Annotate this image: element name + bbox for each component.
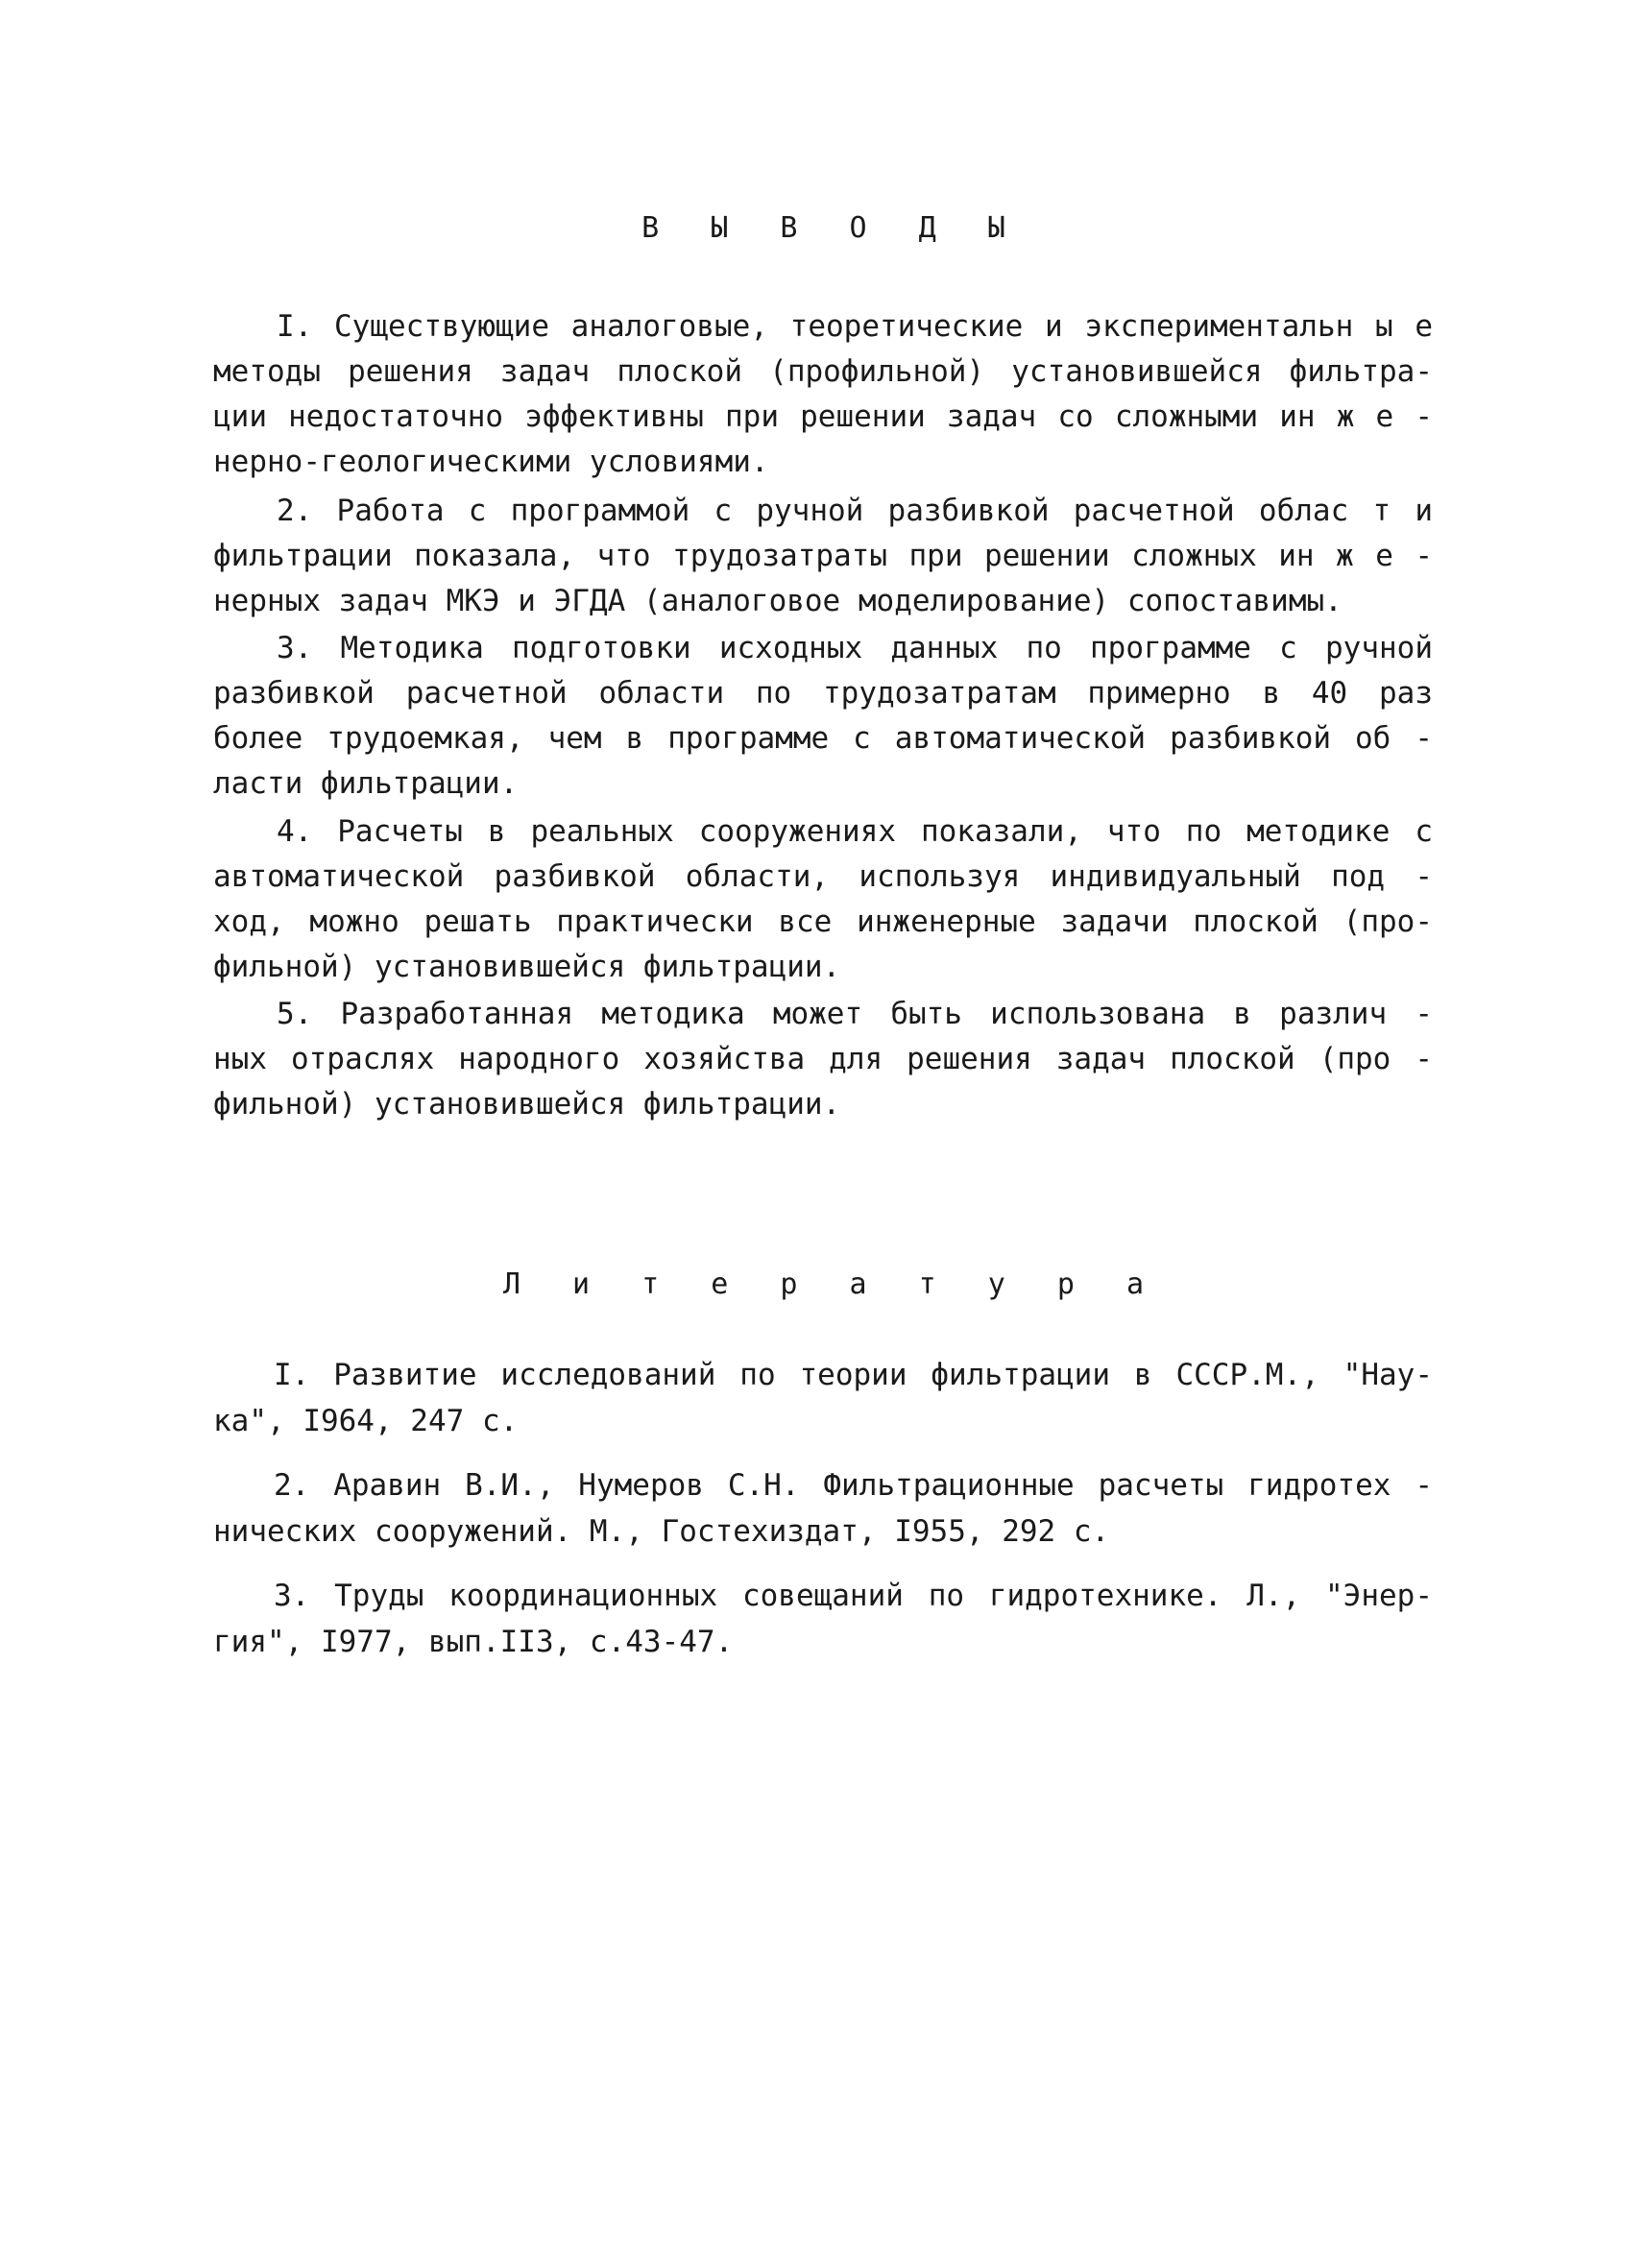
conclusion-1-line-3: ции недостаточно эффективны при решении задач со сложными ин ж е -: [213, 399, 1433, 434]
reference-1-line-2: ка", I964, 247 с.: [213, 1404, 519, 1438]
conclusion-2-line-3: нерных задач МКЭ и ЭГДА (аналоговое моделирование) сопоставимы.: [213, 584, 1343, 618]
conclusion-3-line-1: 3. Методика подготовки исходных данных по программе с ручной: [277, 631, 1433, 665]
conclusion-4-line-1: 4. Расчеты в реальных сооружениях показали, что по методике с: [277, 814, 1433, 849]
conclusion-3-line-3: более трудоемкая, чем в программе с автоматической разбивкой об -: [213, 721, 1433, 756]
reference-3-line-1: 3. Труды координационных совещаний по гидротехнике. Л., "Энер-: [274, 1579, 1433, 1613]
conclusion-1-line-1: I. Существующие аналоговые, теоретические и экспериментальн ы е: [277, 309, 1433, 344]
conclusion-2-line-2: фильтрации показала, что трудозатраты при решении сложных ин ж е -: [213, 539, 1433, 573]
conclusion-1-line-4: нерно-геологическими условиями.: [213, 445, 769, 479]
reference-3-line-2: гия", I977, вып.II3, с.43-47.: [213, 1625, 734, 1659]
conclusion-4-line-2: автоматической разбивкой области, используя индивидуальный под -: [213, 859, 1433, 894]
reference-2-line-2: нических сооружений. М., Гостехиздат, I955, 292 с.: [213, 1514, 1110, 1549]
conclusion-5-line-3: фильной) установившейся фильтрации.: [213, 1087, 841, 1122]
conclusion-4-line-3: ход, можно решать практически все инженерные задачи плоской (про-: [213, 905, 1433, 939]
reference-2-line-1: 2. Аравин В.И., Нумеров С.Н. Фильтрационные расчеты гидротех -: [274, 1468, 1433, 1503]
conclusion-5-line-1: 5. Разработанная методика может быть использована в различ -: [277, 997, 1433, 1031]
conclusion-4-line-4: фильной) установившейся фильтрации.: [213, 950, 841, 984]
conclusion-1-line-2: методы решения задач плоской (профильной) установившейся фильтра-: [213, 354, 1433, 389]
conclusion-2-line-1: 2. Работа с программой с ручной разбивкой расчетной облас т и: [277, 494, 1433, 528]
conclusion-5-line-2: ных отраслях народного хозяйства для решения задач плоской (про -: [213, 1042, 1433, 1076]
reference-1-line-1: I. Развитие исследований по теории фильтрации в СССР.М., "Нау-: [274, 1358, 1433, 1392]
conclusion-3-line-4: ласти фильтрации.: [213, 766, 519, 801]
conclusions-heading: В Ы В О Д Ы: [641, 211, 1023, 245]
conclusion-3-line-2: разбивкой расчетной области по трудозатратам примерно в 40 раз: [213, 676, 1433, 711]
literature-heading: Л и т е р а т у р а: [502, 1267, 1162, 1301]
